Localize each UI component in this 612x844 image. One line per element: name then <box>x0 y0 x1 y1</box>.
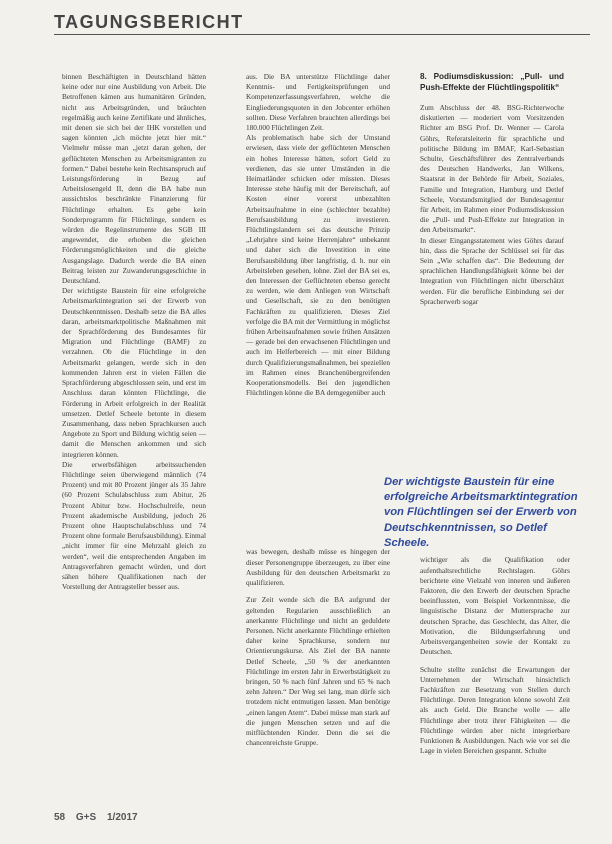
pull-quote: Der wichtigste Baustein für eine erfolgreiche Arbeitsmarktintegration von Flüchtlingen sei der Erwerb von Deutschkenntnissen, so Detlef Scheele. <box>384 476 578 549</box>
paragraph: Der wichtigste Baustein für eine erfolgreiche Arbeitsmarktintegration sei der Erwerb von Deutschkenntnissen. Deshalb setze die BA alles daran, arbeitsmarktpolitische Maßnahmen mit der Sprachförderung des Bundesamtes für Migration und Flüchtlinge (BAMF) zu verzahnen. Ob die Flüchtlinge in den Arbeitsmarkt gelangen, werde sich in den kommenden Jahren erst in vielen Fällen die Sprachförderung abgeschlossen sein, und erst im Anschluss daran könnten Flüchtlinge, die Förderung in Arbeit erfolgreich in der Realität umsetzen. Detlef Scheele betonte in diesem Zusammenhang, dass neben Sprachkursen auch Angebote zu Sport und Bildung wichtig seien — damit die Menschen ankommen und sich integrieren können. <box>62 286 206 459</box>
text-column-middle-lower <box>246 540 390 820</box>
paragraph: Als problematisch habe sich der Umstand erwiesen, dass viele der geflüchteten Menschen ein hohes Interesse hätten, sofort Geld zu verdienen, das sie unter Umständen in die Heimatländer schicken oder müssten. Dieses Interesse stehe häufig mit der Bereitschaft, auf Kosten einer vorerst unbezahlten Arbeitsaufnahme in eine (schlechter bezahlte) Berufsausbildung zu investieren. Flüchtlingslandern sei das deutsche Prinzip „Lehrjahre sind keine Herrenjahre“ unbekannt und daher sich die Investition in eine Berufsausbildung über langfristig, d. h. nur ein Arbeitsleben gesehen, lohne. Ziel der BA sei es, den Interessen der Geflüchteten ebenso gerecht zu werden, wie dem Anliegen von Wirtschaft und Gesellschaft, sie zu den benötigten Fachkräften zu qualifizieren. Dieses Ziel verfolge die BA mit der Vermittlung in möglichst frühen Arbeitsaufnahmen sowie frühen Ansätzen — gerade bei den erwachsenen Flüchtlingen und auch im Helferbereich — mit einer Bildung durch Qualifizierungsmaßnahmen, bei speziellen im Rahmen eines Branchenübergreifenden Kooperationsmodells. Bei den jugendlichen Flüchtlingen könne die BA demgegenüber auch <box>246 133 390 398</box>
paragraph: aus. Die BA unterstütze Flüchtlinge daher Kenntnis- und Fertigkeitsprüfungen und Kompetenzerfassungsverfahren, welche die Eingliederungsquoten in den Jobcenter erhöhen sollten. Diese Verfahren brauchten allerdings bei 180.000 Flüchtlingen Zeit. <box>246 72 390 133</box>
text-column-right-lower <box>420 548 570 828</box>
paragraph: In dieser Eingangsstatement wies Göhrs darauf hin, dass die Sprache der Schlüssel sei für das Sein „Wie schaffen das“. Die Bedeutung der sprachlichen Handlungsfähigkeit könne bei der Integration von Flüchtlingen nicht überschätzt werden. Für die berufliche Einbindung sei der Spracherwerb sogar <box>420 235 564 306</box>
paragraph: Schulte stellte zunächst die Erwartungen der Unternehmen der Wirtschaft hinsichtlich Fachkräften zur Besetzung von Stellen durch Flüchtlinge. Deren Integration könne sowohl Zeit als auch Geld. Die Branche wolle — alle Flüchtlinge aber trotz ihrer Fähigkeiten — die Flüchtlinge würden aber nicht integrierbare Funktionen & Ausbildungen. Nach wie vor sei die Lage in vielen Bereichen gespannt. Schulte <box>420 664 570 756</box>
section-title: TAGUNGSBERICHT <box>54 12 244 32</box>
paragraph: wichtiger als die Qualifikation oder aufenthaltsrechtliche Rechtslagen. Göhrs berichtete eine Vielzahl von inneren und äußeren Faktoren, die den Erwerb der deutschen Sprache beeinflussten, vom Beispiel Vorkenntnisse, die linguistische Distanz der Muttersprache zur deutschen Sprache, das Geschlecht, das Alter, die Motivation, die Bildungserfahrung und Arbeitsvergangenheiten sowie der Kontakt zu Deutschen. <box>420 555 570 657</box>
paragraph: Die erwerbsfähigen arbeitssuchenden Flüchtlinge seien überwiegend männlich (74 Prozent) und mit 80 Prozent jünger als 35 Jahre (60 Prozent Schulabschluss zum Abitur, 26 Prozent Abitur bzw. Hochschulreife, neun Prozent akademische Ausbildung, jedoch 26 Prozent ohne Hauptschulabschluss und 74 Prozent ohne formale Berufsausbildung). Einmal „nicht immer für eine Mehrzahl gleich zu werden“, weil die entsprechenden Angaben im Antragsverfahren gemacht würden, und dort sähen höhere Qualifikationen nach der Vorstellung der Antragsteller besser aus. <box>62 459 206 592</box>
paragraph: binnen Beschäftigten in Deutschland hätten keine oder nur eine Ausbildung von Arbeit. Die Betroffenen kämen aus humanitären Gründen, nicht aus Arbeitsgründen, und bräuchten regelmäßig auch keine Zertifikate und ähnliches, mit denen sie sich bei der IHK vorstellen und sagen könnten „ich möchte jetzt hier mit.“ Vielmehr müsse man „jetzt daran gehen, der geflüchteten Menschen zu Arbeitsmigranten zu formen.“ Dabei bestehe kein Rechtsanspruch auf Leistungsförderung in Bezug auf Arbeitslosengeld II, denn die BA habe nun aussichtslos beschränkte Finanzierung für Flüchtlinge erhalten. Es gebe kein Sonderprogramm für Flüchtlinge, sondern es würden die Regelinstrumente des SGB III angewendet, die erhoben die gleichen Förderungsmöglichkeiten und die gleiche Ausgangslage. Dadurch werde die BA einen Beitrag leisten zur Zuwanderungsgeschichte in Deutschland. <box>62 72 206 286</box>
page-number: 58 <box>54 812 66 823</box>
text-column-middle <box>246 72 390 602</box>
issue-number: 1/2017 <box>106 812 138 823</box>
text-column-left <box>62 72 206 832</box>
section-heading: 8. Podiumsdiskussion: „Pull- und Push-Effekte der Flüchtlingspolitik“ <box>420 72 564 92</box>
paragraph: Zur Zeit wende sich die BA aufgrund der geltenden Regularien ausschließlich an anerkannte Flüchtlinge und nicht an geduldete Personen. Nicht anerkannte Flüchtlinge erhielten daher keine Sprachkurse, sondern nur Orientierungskurse. Als Ziel der BA nannte Detlef Scheele, „50 % der anerkannten Flüchtlinge im ersten Jahr in Erwerbstätigkeit zu bringen, 50 % nach fünf Jahren und 65 % nach zehn Jahren.“ Der Weg sei lang, man dürfe sich trotzdem nicht entmutigen lassen. Man benötige „einen langen Atem“. Dabei müsse man stark auf die jungen Menschen setzen und auf die mitflüchtenden Kinder. Denn die sei die chancenreichste Gruppe. <box>246 595 390 748</box>
paragraph: was bewegen, deshalb müsse es hingegen der dieser Personengruppe überzeugen, zu über eine Ausbildung für den deutschen Arbeitsmarkt zu qualifizieren. <box>246 547 390 587</box>
magazine-name: G+S <box>75 812 97 823</box>
page-footer <box>54 812 146 823</box>
paragraph: Zum Abschluss der 48. BSG-Richterwoche diskutierten — moderiert vom Vorsitzenden Richter am BSG Prof. Dr. Wenner — Carola Göhrs, Referatsleiterin für sprachliche und politische Bildung im BMAF, Karl-Sebastian Schulte, Geschäftsführer des Zentralverbands des Deutschen Handwerks, Jan Wilkens, Staatsrat in der Behörde für Arbeit, Soziales, Familie und Integration, Hamburg und Detlef Scheele, Vorstandsmitglied der Bundesagentur für Arbeit, im Rahmen einer Podiumsdiskussion die „Pull- und Push-Effekte zur Integration in den Arbeitsmarkt“. <box>420 103 564 235</box>
page-header <box>54 10 590 35</box>
